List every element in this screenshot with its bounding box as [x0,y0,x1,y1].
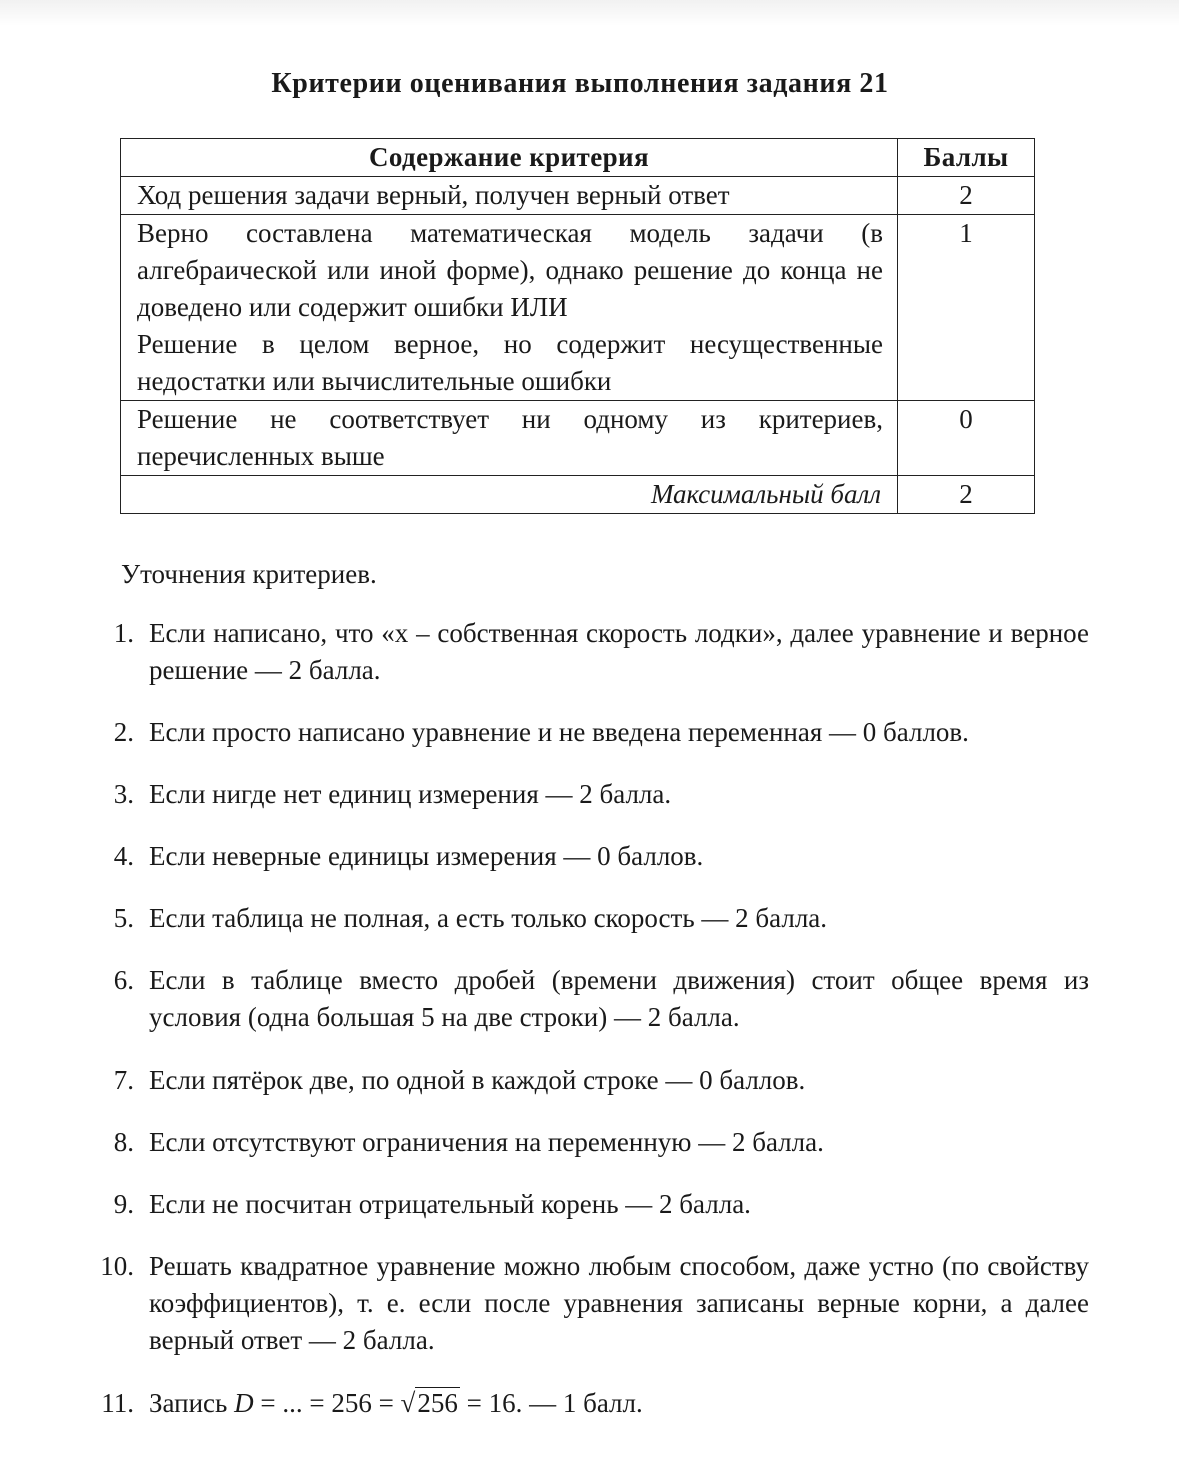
page-top-edge [0,0,1179,26]
item-text [149,1385,1089,1422]
table-header-row [121,139,1035,177]
notes-title: Уточнения критериев. [121,559,377,589]
item-text: Если просто написано уравнение и не введена переменная — 0 баллов. [149,717,969,747]
sqrt-expression [401,1385,460,1422]
criterion-points: 2 [898,177,1035,215]
item-text: Если таблица не полная, а есть только скорость — 2 балла. [149,903,828,933]
criterion-text: Решение не соответствует ни одному из критериев, перечисленных выше [121,401,898,476]
criterion-text-part1: Верно составлена математическая модель задачи (в алгебраической или иной форме), однако решение до конца не доведено или содержит ошибки ИЛИ [137,218,883,322]
item-number: 5. [113,903,134,933]
item-text: Если не посчитан отрицательный корень — 2 балла. [149,1189,751,1219]
formula-variable: D [234,1388,254,1418]
criterion-points: 1 [898,215,1035,401]
item-text: Если пятёрок две, по одной в каждой строке — 0 баллов. [149,1065,806,1095]
header-points: Баллы [898,139,1035,177]
max-score-label: Максимальный балл [121,476,898,514]
sqrt-radicand: 256 [417,1388,458,1418]
item-number: 3. [113,779,134,809]
table-row [121,401,1035,476]
formula-middle: = ... = 256 = [260,1388,394,1418]
formula-suffix: = 16. — 1 балл. [466,1388,643,1418]
item-number: 9. [113,1189,134,1219]
criterion-points: 0 [898,401,1035,476]
item-text: Если нигде нет единиц измерения — 2 балла. [149,779,672,809]
criterion-text: Ход решения задачи верный, получен верный ответ [121,177,898,215]
item-number: 6. [113,965,134,995]
item-number: 2. [113,717,134,747]
formula-prefix: Запись [149,1388,228,1418]
page-title: Критерии оценивания выполнения задания 21 [271,68,889,99]
sqrt-sign-icon: √ [400,1388,416,1418]
item-text: Решать квадратное уравнение можно любым способом, даже устно (по свойству коэффициентов), т. е. если после уравнения записаны верные корни, а далее верный ответ — 2 балла. [149,1251,1089,1355]
item-number: 1. [113,618,134,648]
max-score-value: 2 [898,476,1035,514]
item-number: 8. [113,1127,134,1157]
criterion-text [121,215,898,401]
table-max-row [121,476,1035,514]
item-number: 7. [113,1065,134,1095]
item-text: Если отсутствуют ограничения на переменную — 2 балла. [149,1127,824,1157]
item-text: Если в таблице вместо дробей (времени движения) стоит общее время из условия (одна большая 5 на две строки) — 2 балла. [149,965,1089,1032]
item-number: 10. [100,1251,134,1281]
criterion-text-part2: Решение в целом верное, но содержит несущественные недостатки или вычислительные ошибки [137,329,883,396]
header-content: Содержание критерия [121,139,898,177]
table-row [121,177,1035,215]
item-text: Если написано, что «x – собственная скорость лодки», далее уравнение и верное решение — 2 балла. [149,618,1089,685]
criteria-table [120,138,1035,514]
item-number: 4. [113,841,134,871]
item-text: Если неверные единицы измерения — 0 баллов. [149,841,704,871]
table-row [121,215,1035,401]
item-number: 11. [101,1388,134,1418]
